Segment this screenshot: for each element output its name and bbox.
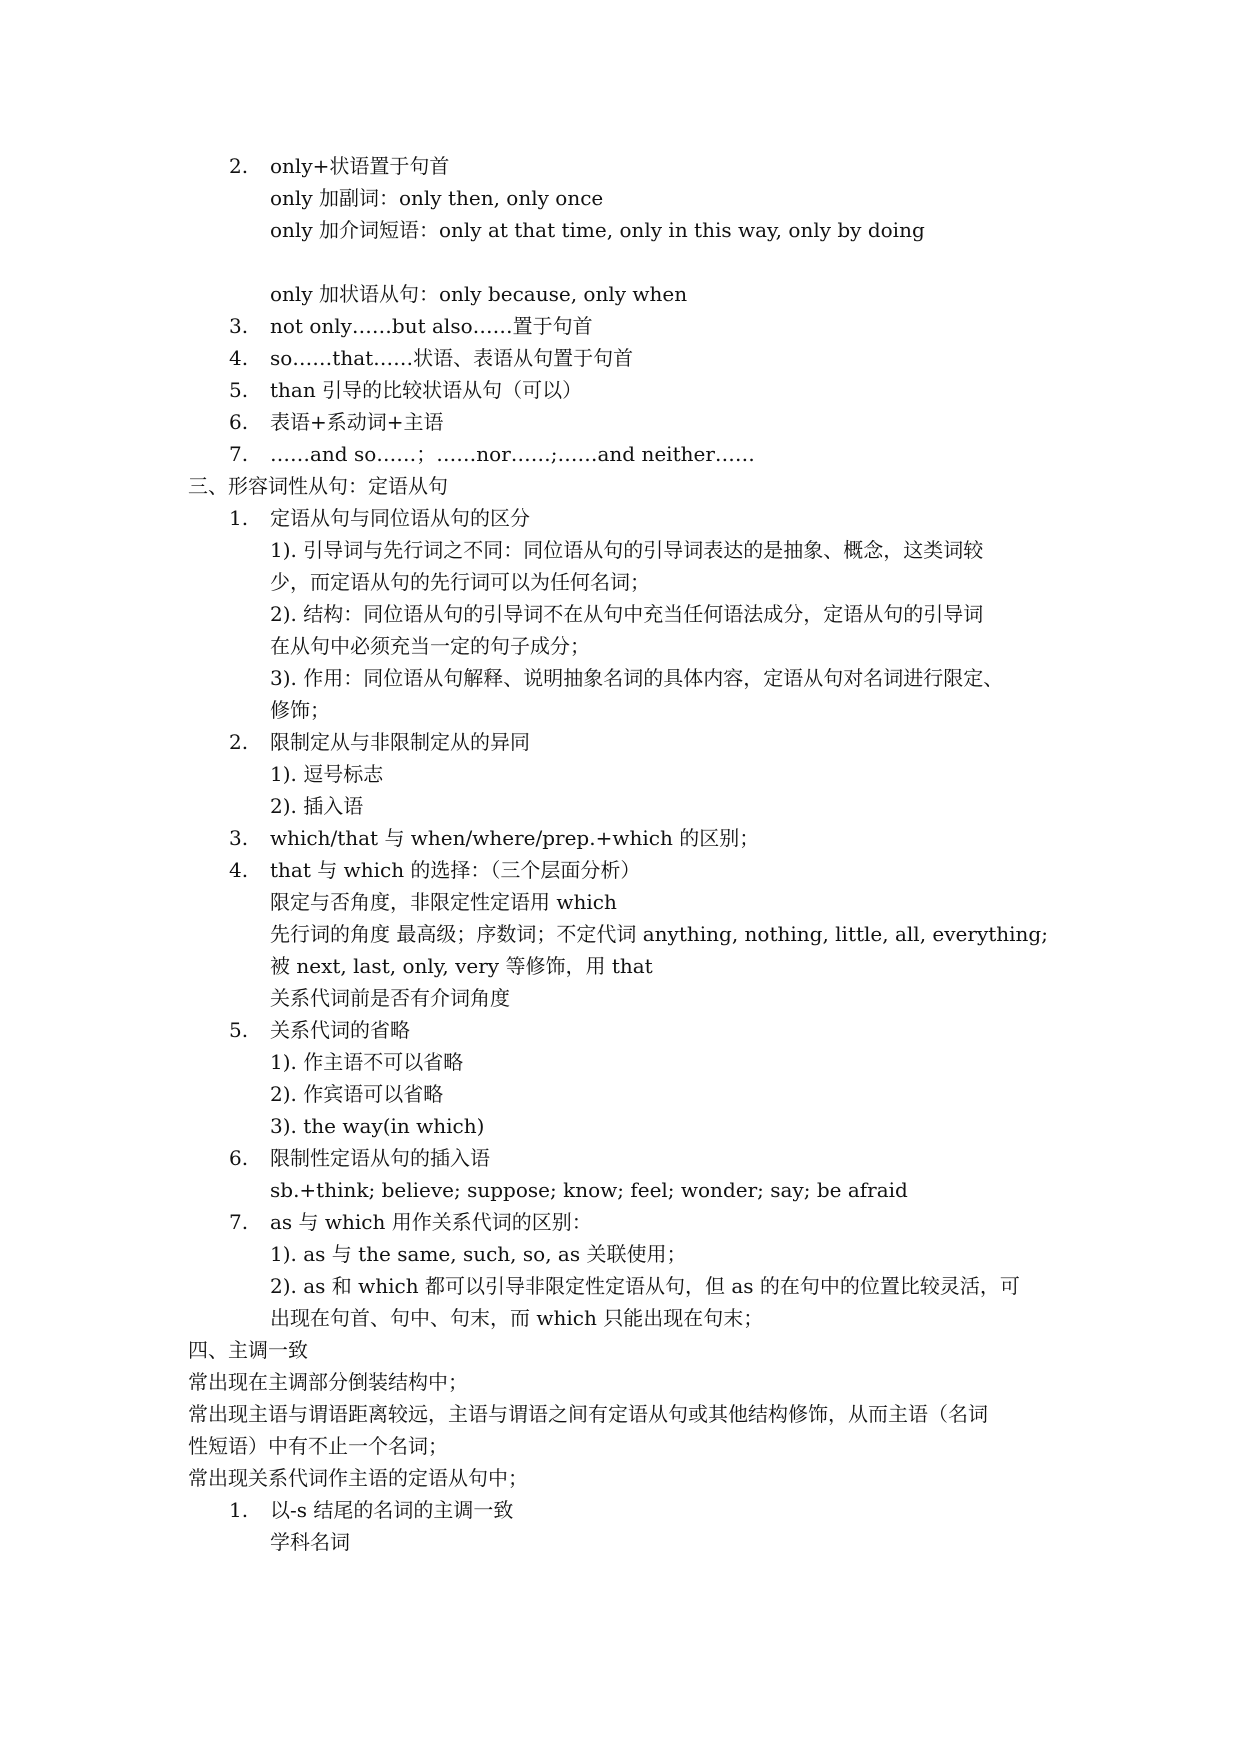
text-line: 1). as 与 the same, such, so, as 关联使用； [270,1242,687,1266]
list-item: which/that 与 when/where/prep.+which 的区别； [270,826,760,850]
text-line: 性短语）中有不止一个名词； [188,1434,448,1458]
text-line: 被 next, last, only, very 等修饰，用 that [270,954,653,978]
list-item: 限制性定语从句的插入语 [270,1146,490,1170]
list-item: 表语+系动词+主语 [270,410,444,434]
text-line: 2). 插入语 [270,794,364,818]
text-line: 常出现主语与谓语距离较远，主语与谓语之间有定语从句或其他结构修饰，从而主语（名词 [188,1402,988,1426]
section-heading: 三、形容词性从句：定语从句 [188,474,448,498]
text-line: only 加状语从句：only because, only when [270,282,688,306]
list-number: 2. [229,730,249,754]
text-line: 关系代词前是否有介词角度 [270,986,510,1010]
list-item: not only……but also……置于句首 [270,314,593,338]
text-line: only 加副词：only then, only once [270,186,604,210]
text-line: 1). 逗号标志 [270,762,384,786]
text-line: 先行词的角度 最高级；序数词；不定代词 anything, nothing, little, all, everything; [270,922,1048,946]
text-line: sb.+think; believe; suppose; know; feel; wonder; say; be afraid [270,1178,908,1202]
list-number: 7. [229,1210,249,1234]
list-number: 3. [229,314,249,338]
text-line: 3). the way(in which) [270,1114,485,1138]
list-item: 限制定从与非限制定从的异同 [270,730,530,754]
list-item: 定语从句与同位语从句的区分 [270,506,530,530]
list-item: ……and so……；……nor……;……and neither…… [270,442,755,466]
text-line: 1). 引导词与先行词之不同：同位语从句的引导词表达的是抽象、概念，这类词较 [270,538,984,562]
text-line: 2). 结构：同位语从句的引导词不在从句中充当任何语法成分，定语从句的引导词 [270,602,984,626]
text-line: 常出现关系代词作主语的定语从句中； [188,1466,528,1490]
list-item: 关系代词的省略 [270,1018,410,1042]
text-line: 1). 作主语不可以省略 [270,1050,464,1074]
list-number: 7. [229,442,249,466]
text-line: 限定与否角度，非限定性定语用 which [270,890,617,914]
list-number: 1. [229,1498,249,1522]
list-number: 3. [229,826,249,850]
text-line: 修饰； [270,698,330,722]
list-number: 5. [229,1018,249,1042]
list-number: 5. [229,378,249,402]
list-number: 6. [229,1146,249,1170]
list-item: than 引导的比较状语从句（可以） [270,378,583,402]
text-line: only 加介词短语：only at that time, only in this way, only by doing [270,218,925,242]
list-number: 1. [229,506,249,530]
list-item: that 与 which 的选择：（三个层面分析） [270,858,641,882]
section-heading: 四、主调一致 [188,1338,308,1362]
text-line: 常出现在主调部分倒装结构中； [188,1370,468,1394]
list-item: as 与 which 用作关系代词的区别： [270,1210,592,1234]
text-line: 出现在句首、句中、句末，而 which 只能出现在句末； [270,1306,764,1330]
list-number: 6. [229,410,249,434]
list-item: so……that……状语、表语从句置于句首 [270,346,634,370]
text-line: 学科名词 [270,1530,350,1554]
text-line: 在从句中必须充当一定的句子成分； [270,634,590,658]
text-line: 2). as 和 which 都可以引导非限定性定语从句，但 as 的在句中的位置比较灵活，可 [270,1274,1020,1298]
text-line: 3). 作用：同位语从句解释、说明抽象名词的具体内容，定语从句对名词进行限定、 [270,666,1004,690]
list-number: 4. [229,858,249,882]
list-item: only+状语置于句首 [270,154,450,178]
text-line: 少，而定语从句的先行词可以为任何名词； [270,570,650,594]
text-line: 2). 作宾语可以省略 [270,1082,444,1106]
list-number: 2. [229,154,249,178]
list-item: 以-s 结尾的名词的主调一致 [270,1498,514,1522]
list-number: 4. [229,346,249,370]
